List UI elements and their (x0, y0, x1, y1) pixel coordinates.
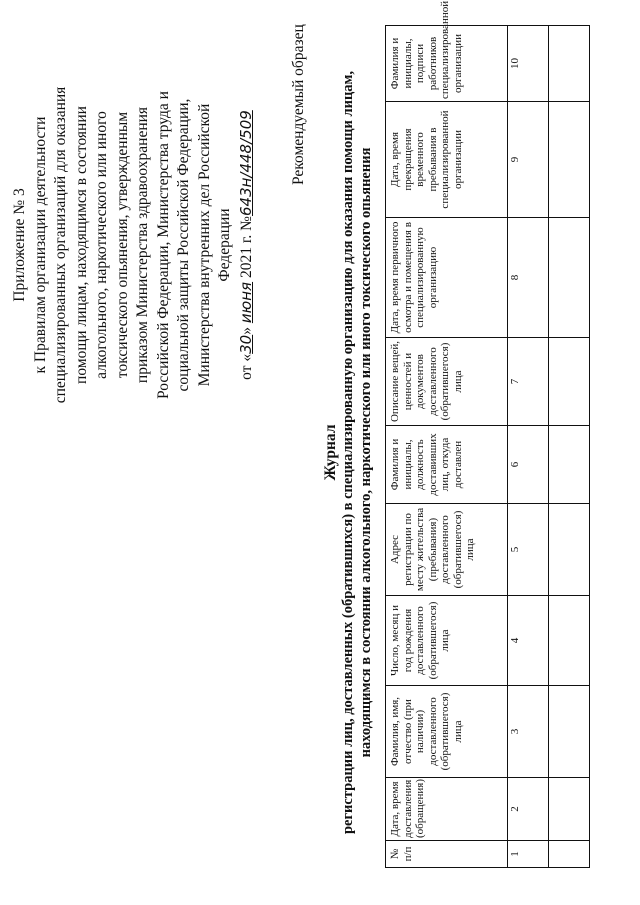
column-header: Фамилия, имя, отчество (при наличии) доставленного (обратившегося) лица (386, 686, 508, 778)
appendix-line: алкогольного, наркотического или иного (93, 111, 110, 379)
appendix-line: социальной защиты Российской Федерации, (175, 98, 192, 392)
column-number-row (508, 26, 549, 868)
appendix-line: к Правилам организации деятельности (31, 116, 49, 374)
appendix-line: Министерства внутренних дел Российской (195, 103, 213, 387)
appendix-block (10, 25, 257, 465)
column-number: 9 (508, 102, 549, 218)
registration-table (385, 0, 590, 868)
table-cell (549, 504, 590, 596)
table-cell (549, 426, 590, 504)
table-header-row (386, 26, 508, 868)
column-number: 2 (508, 778, 549, 841)
table-cell (549, 841, 590, 868)
appendix-line: помощи лицам, находящимся в состоянии (72, 106, 90, 384)
appendix-date-line (236, 25, 258, 465)
date-mid: » (237, 323, 255, 335)
column-number: 1 (508, 841, 549, 868)
date-day: 30 (236, 334, 255, 354)
table-cell (549, 26, 590, 102)
column-number: 4 (508, 596, 549, 686)
appendix-line: специализированных организаций для оказания (52, 86, 69, 404)
column-header: Адрес регистрации по месту жительства (пребывания) доставленного (обратившегося) лица (386, 504, 508, 596)
column-header: Дата, время первичного осмотра и помещения в специализированную организацию (386, 218, 508, 338)
column-header: Дата, время доставления (обращения) (386, 778, 508, 841)
recommended-sample-label: Рекомендуемый образец (290, 24, 307, 185)
table-cell (549, 596, 590, 686)
column-header: Фамилия и инициалы, должность доставивших лиц, откуда доставлен (386, 426, 508, 504)
order-number: 643н/448/509 (236, 110, 255, 217)
appendix-line: Федерации (216, 208, 233, 282)
date-year: 2021 г. № (237, 216, 255, 279)
column-number: 5 (508, 504, 549, 596)
table-cell (549, 686, 590, 778)
journal-title: Журнал (322, 424, 339, 481)
column-header: Фамилия и инициалы, подписи работников специализированной организации (386, 26, 508, 102)
date-prefix: от « (237, 353, 255, 380)
table-cell (549, 338, 590, 426)
column-header: Дата, время прекращения временного пребывания в специализированной организации (386, 102, 508, 218)
column-number: 10 (508, 26, 549, 102)
column-header: Число, месяц и год рождения доставленного (обратившегося) лица (386, 596, 508, 686)
journal-subtitle: регистрации лиц, доставленных (обратившихся) в специализированную организацию для оказания помощи лицам, находящимся в состоянии алкогольного, наркотического или иного токсического опьянения (340, 70, 374, 835)
column-header: № п/п (386, 841, 508, 868)
table-cell (549, 102, 590, 218)
appendix-line: приказом Министерства здравоохранения (134, 106, 151, 384)
column-header: Описание вещей, ценностей и документов доставленного (обратившегося) лица (386, 338, 508, 426)
table-row (549, 26, 590, 868)
appendix-line: токсического опьянения, утвержденным (113, 111, 131, 379)
appendix-title: Приложение № 3 (11, 188, 28, 302)
date-month: июня (236, 281, 255, 324)
appendix-line: Российской Федерации, Министерства труда и (154, 91, 172, 399)
column-number: 6 (508, 426, 549, 504)
column-number: 7 (508, 338, 549, 426)
column-number: 8 (508, 218, 549, 338)
column-number: 3 (508, 686, 549, 778)
table-cell (549, 218, 590, 338)
table-cell (549, 778, 590, 841)
